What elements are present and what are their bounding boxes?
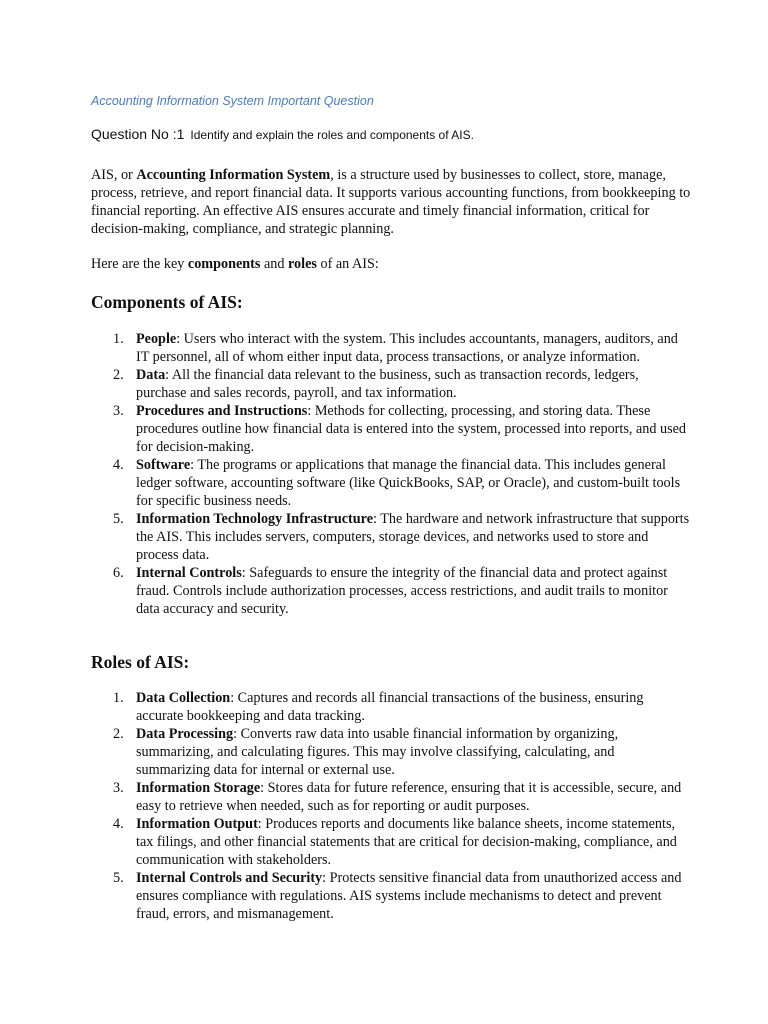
list-term: Data Collection	[136, 690, 231, 706]
list-number: 3.	[113, 780, 124, 796]
components-heading: Components of AIS:	[91, 292, 243, 312]
list-item	[91, 402, 691, 456]
list-item	[91, 725, 691, 779]
list-item	[91, 330, 691, 366]
list-term: Procedures and Instructions	[136, 403, 308, 419]
list-description: : Stores data for future reference, ensuring that it is accessible, secure, and easy to retrieve when needed, such as for reporting or audit purposes.	[136, 780, 682, 814]
list-term: Internal Controls and Security	[136, 870, 323, 886]
list-number: 2.	[113, 726, 124, 742]
list-item	[91, 689, 691, 725]
list-term: Internal Controls	[136, 565, 242, 581]
roles-heading: Roles of AIS:	[91, 652, 190, 672]
list-item	[91, 779, 691, 815]
intro-paragraph	[91, 166, 691, 238]
list-number: 2.	[113, 367, 124, 383]
list-item	[91, 869, 691, 923]
list-term: Software	[136, 457, 191, 473]
list-term: Data	[136, 367, 166, 383]
list-description: : All the financial data relevant to the business, such as transaction records, ledgers, purchase and sales records, payroll, and tax information.	[136, 367, 639, 401]
list-term: People	[136, 331, 177, 347]
list-description: : Produces reports and documents like balance sheets, income statements, tax filings, and other financial statements that are critical for decision-making, compliance, and communication with stakeholders.	[136, 816, 677, 868]
list-term: Information Storage	[136, 780, 261, 796]
list-number: 4.	[113, 816, 124, 832]
list-number: 3.	[113, 403, 124, 419]
intro-bold-term: Accounting Information System	[136, 167, 331, 183]
lead-text-1: Here are the key	[91, 256, 188, 272]
list-description: : Protects sensitive financial data from unauthorized access and ensures compliance with regulations. AIS systems include mechanisms to detect and prevent fraud, errors, and mismanagement.	[136, 870, 682, 922]
question-text: Identify and explain the roles and components of AIS.	[190, 128, 474, 142]
list-number: 1.	[113, 690, 124, 706]
list-number: 1.	[113, 331, 124, 347]
list-description: : Captures and records all financial transactions of the business, ensuring accurate bookkeeping and data tracking.	[136, 690, 644, 724]
list-term: Information Output	[136, 816, 258, 832]
lead-bold-roles: roles	[288, 256, 317, 272]
list-item	[91, 510, 691, 564]
list-number: 6.	[113, 565, 124, 581]
lead-text-3: of an AIS:	[316, 256, 379, 272]
intro-text-rest: , is a structure used by businesses to collect, store, manage, process, retrieve, and report financial data. It supports various accounting functions, from bookkeeping to financial reporting. An effective AIS ensures accurate and timely financial information, critical for decision-making, compliance, and strategic planning.	[91, 167, 691, 237]
lead-bold-components: components	[187, 256, 261, 272]
intro-text-start: AIS, or	[91, 167, 137, 183]
list-description: : The programs or applications that manage the financial data. This includes general ledger software, accounting software (like QuickBooks, SAP, or Oracle), and custom-built tools for specific business needs.	[136, 457, 681, 509]
list-description: : Safeguards to ensure the integrity of the financial data and protect against fraud. Controls include authorization processes, access restrictions, and audit trails to monitor data accuracy and security.	[136, 565, 668, 617]
list-item	[91, 815, 691, 869]
list-item	[91, 456, 691, 510]
list-number: 5.	[113, 870, 124, 886]
list-number: 4.	[113, 457, 124, 473]
list-description: : Methods for collecting, processing, and storing data. These procedures outline how financial data is entered into the system, processed into reports, and used for decision-making.	[136, 403, 687, 455]
question-heading	[91, 126, 474, 144]
list-item	[91, 564, 691, 618]
list-description: : Converts raw data into usable financial information by organizing, summarizing, and calculating figures. This may involve classifying, calculating, and summarizing data for internal or external use.	[136, 726, 619, 778]
list-term: Data Processing	[136, 726, 234, 742]
roles-list	[91, 689, 691, 923]
list-term: Information Technology Infrastructure	[136, 511, 373, 527]
lead-text-2: and	[260, 256, 289, 272]
components-list	[91, 330, 691, 618]
list-number: 5.	[113, 511, 124, 527]
document-title: Accounting Information System Important Question	[91, 94, 374, 108]
list-description: : Users who interact with the system. This includes accountants, managers, auditors, and IT personnel, all of whom either input data, process transactions, or analyze information.	[136, 331, 678, 365]
list-description: : The hardware and network infrastructure that supports the AIS. This includes servers, computers, storage devices, and networks used to store and process data.	[136, 511, 690, 563]
lead-paragraph	[91, 255, 691, 273]
list-item	[91, 366, 691, 402]
question-number: Question No :1	[91, 126, 185, 142]
